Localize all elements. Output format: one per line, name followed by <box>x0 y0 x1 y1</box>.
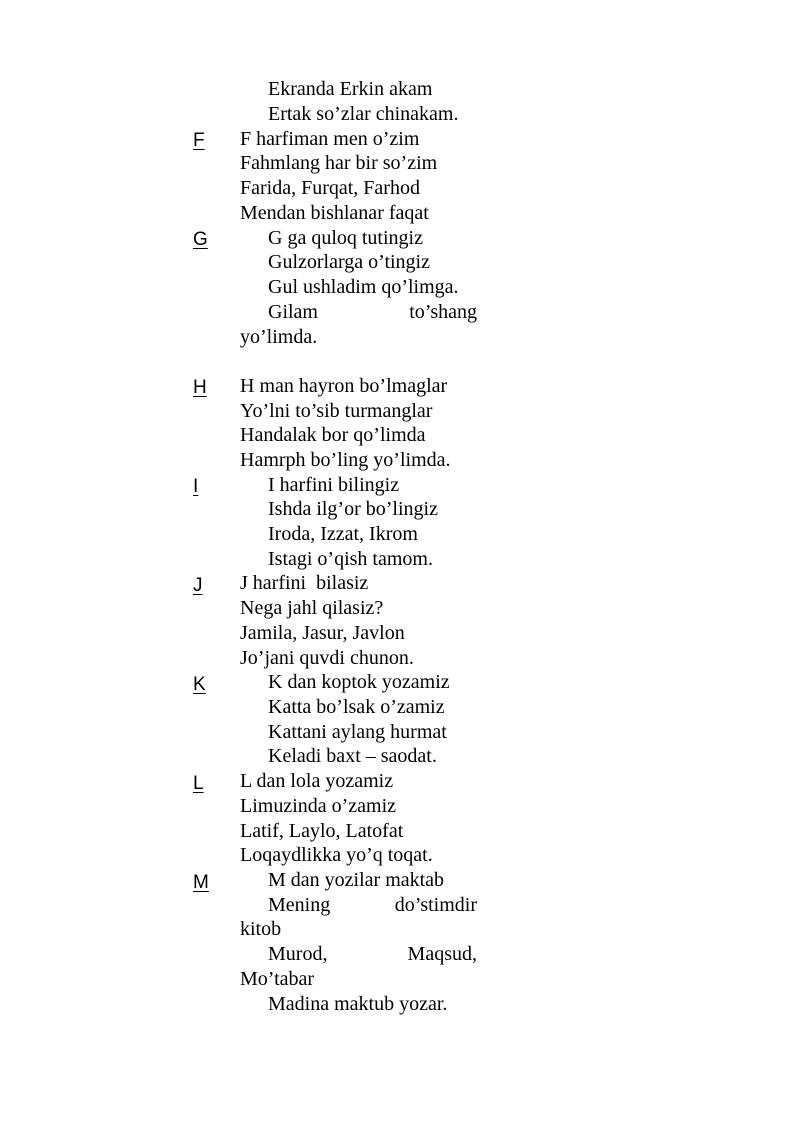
poem-line: Loqaydlikka yo’q toqat. <box>240 844 433 866</box>
poem-line: Latif, Laylo, Latofat <box>240 820 404 842</box>
letter-marker-h: H <box>193 377 207 398</box>
poem-line: Jo’jani quvdi chunon. <box>240 647 414 669</box>
poem-word: Maqsud, <box>407 943 477 965</box>
poem-line: Ertak so’zlar chinakam. <box>268 103 459 125</box>
letter-marker-l: L <box>193 773 204 794</box>
poem-line: Keladi baxt – saodat. <box>268 745 437 767</box>
poem-line: Farida, Furqat, Farhod <box>240 177 420 199</box>
letter-marker-f: F <box>193 130 205 151</box>
poem-line: Iroda, Izzat, Ikrom <box>268 523 418 545</box>
poem-line: G ga quloq tutingiz <box>268 227 423 249</box>
poem-line-justified <box>268 893 477 918</box>
poem-line: Ishda ilg’or bo’lingiz <box>268 498 438 520</box>
poem-word: Murod, <box>268 943 328 965</box>
letter-marker-k: K <box>193 674 206 695</box>
poem-line: H man hayron bo’lmaglar <box>240 375 448 397</box>
poem-line-justified <box>268 300 477 325</box>
poem-line: K dan koptok yozamiz <box>268 671 450 693</box>
poem-line: Kattani aylang hurmat <box>268 721 447 743</box>
poem-word: Gilam <box>268 301 318 323</box>
letter-marker-m: M <box>193 872 209 893</box>
poem-word: do’stimdir <box>394 894 477 916</box>
poem-line: yo’limda. <box>240 326 318 348</box>
poem-line: Katta bo’lsak o’zamiz <box>268 696 445 718</box>
poem-line: J harfini bilasiz <box>240 572 369 594</box>
letter-marker-i: I <box>193 476 199 497</box>
letter-marker-g: G <box>193 229 208 250</box>
poem-line: Handalak bor qo’limda <box>240 424 426 446</box>
letter-marker-j: J <box>193 575 203 596</box>
poem-line: M dan yozilar maktab <box>268 869 445 891</box>
poem-line: Mendan bishlanar faqat <box>240 202 429 224</box>
poem-word: Mening <box>268 894 331 916</box>
poem-line: Fahmlang har bir so’zim <box>240 152 438 174</box>
poem-word: to’shang <box>409 301 477 323</box>
poem-line: Limuzinda o’zamiz <box>240 795 397 817</box>
poem-line: Ekranda Erkin akam <box>268 78 433 100</box>
poem-line: Hamrph bo’ling yo’limda. <box>240 449 451 471</box>
poem-line-justified <box>268 942 477 967</box>
poem-line: Mo’tabar <box>240 968 315 990</box>
poem-line: Yo’lni to’sib turmanglar <box>240 400 433 422</box>
poem-line: Madina maktub yozar. <box>268 993 448 1015</box>
poem-line: I harfini bilingiz <box>268 474 400 496</box>
poem-line: kitob <box>240 918 282 940</box>
poem-line: L dan lola yozamiz <box>240 770 394 792</box>
poem-line: Nega jahl qilasiz? <box>240 597 384 619</box>
poem-line: Gulzorlarga o’tingiz <box>268 251 430 273</box>
poem-line: F harfiman men o’zim <box>240 128 420 150</box>
poem-line: Gul ushladim qo’limga. <box>268 276 459 298</box>
poem-line: Jamila, Jasur, Javlon <box>240 622 405 644</box>
poem-line: Istagi o’qish tamom. <box>268 548 433 570</box>
